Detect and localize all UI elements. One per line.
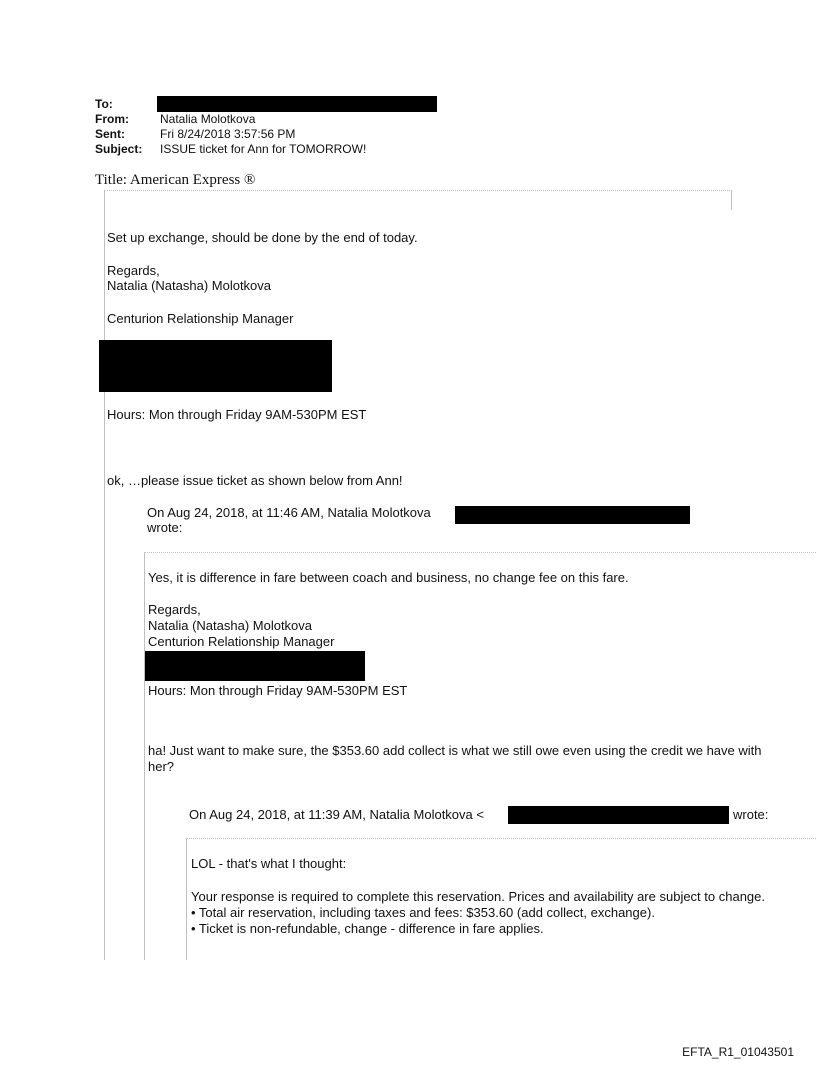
message1-role: Centurion Relationship Manager xyxy=(107,311,294,326)
redaction-signature-2 xyxy=(145,651,365,681)
title-box-right xyxy=(731,190,732,210)
message1-name: Natalia (Natasha) Molotkova xyxy=(107,278,272,293)
message1-regards: Regards, xyxy=(107,263,160,278)
redaction-email-2 xyxy=(508,806,729,824)
document-id: EFTA_R1_01043501 xyxy=(682,1045,794,1059)
from-value: Natalia Molotkova xyxy=(160,112,256,126)
sent-label: Sent: xyxy=(95,127,125,141)
redaction-email-1 xyxy=(455,506,690,524)
quote1-name: Natalia (Natasha) Molotkova xyxy=(148,618,313,633)
sent-value: Fri 8/24/2018 3:57:56 PM xyxy=(160,127,296,141)
quote-rule-1 xyxy=(144,552,145,960)
quote2-wrote: wrote: xyxy=(733,807,769,822)
quote2-line1: Your response is required to complete this reservation. Prices and availability are subject to change. xyxy=(191,889,765,904)
quote1-regards: Regards, xyxy=(148,602,201,617)
quote-rule-2 xyxy=(186,838,187,960)
subject-value: ISSUE ticket for Ann for TOMORROW! xyxy=(160,142,367,156)
title-line: Title: American Express ® xyxy=(95,172,256,188)
subject-label: Subject: xyxy=(95,142,143,156)
to-label: To: xyxy=(95,97,113,111)
quote2-intro: On Aug 24, 2018, at 11:39 AM, Natalia Molotkova < xyxy=(189,807,484,822)
quote1-intro: On Aug 24, 2018, at 11:46 AM, Natalia Molotkova xyxy=(147,505,431,520)
quote1-top-rule xyxy=(145,552,816,554)
from-label: From: xyxy=(95,112,129,126)
quote2-bullet1: • Total air reservation, including taxes and fees: $353.60 (add collect, exchange). xyxy=(191,905,655,920)
quote2-bullet2: • Ticket is non-refundable, change - difference in fare applies. xyxy=(191,921,544,936)
redaction-signature-1 xyxy=(99,340,332,392)
quote1-role: Centurion Relationship Manager xyxy=(148,634,335,649)
reply2-line1: ha! Just want to make sure, the $353.60 add collect is what we still owe even using the credit we have with xyxy=(148,743,762,758)
reply1-text: ok, …please issue ticket as shown below from Ann! xyxy=(107,473,403,488)
quote1-body: Yes, it is difference in fare between coach and business, no change fee on this fare. xyxy=(148,570,629,585)
quote1-wrote: wrote: xyxy=(147,520,183,535)
reply2-line2: her? xyxy=(148,759,175,774)
quote1-hours: Hours: Mon through Friday 9AM-530PM EST xyxy=(148,683,408,698)
quote-rule-outer xyxy=(104,190,105,960)
title-underline xyxy=(107,190,732,192)
quote2-body: LOL - that's what I thought: xyxy=(191,856,347,871)
message1-body: Set up exchange, should be done by the end of today. xyxy=(107,230,418,245)
quote2-top-rule xyxy=(187,838,816,840)
message1-hours: Hours: Mon through Friday 9AM-530PM EST xyxy=(107,407,367,422)
redaction-to xyxy=(157,96,437,112)
